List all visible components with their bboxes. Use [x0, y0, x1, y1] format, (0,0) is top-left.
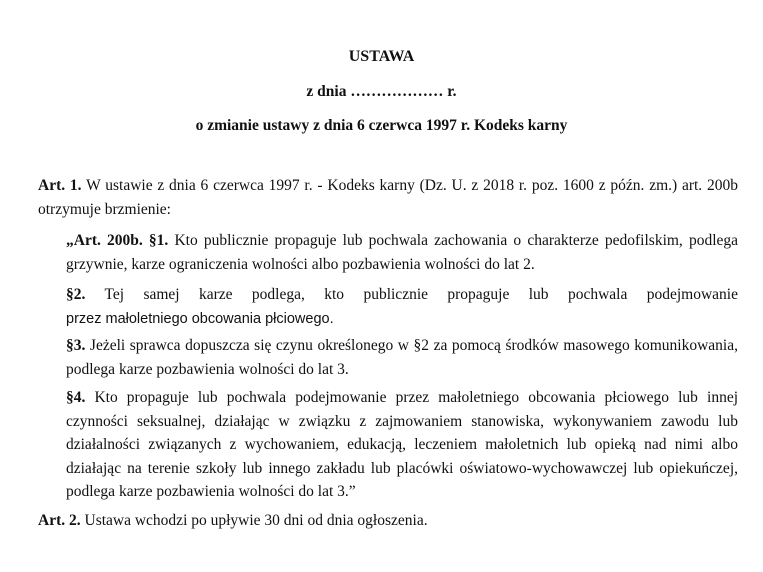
paragraph-1-label: „Art. 200b. §1.	[66, 232, 169, 249]
paragraph-2-text-continued: przez małoletniego obcowania płciowego.	[66, 310, 334, 327]
paragraph-2-text: Tej samej karze podlega, kto publicznie propaguje lub pochwala podejmowanie	[104, 286, 738, 303]
article-1-text: W ustawie z dnia 6 czerwca 1997 r. - Kodeks karny (Dz. U. z 2018 r. poz. 1600 z późn. zm.) art. 200b otrzymuje brzmienie:	[38, 177, 738, 218]
article-2	[38, 509, 738, 533]
article-2-text: Ustawa wchodzi po upływie 30 dni od dnia ogłoszenia.	[84, 512, 428, 529]
date-line: z dnia ……………… r.	[306, 83, 457, 100]
paragraph-1	[66, 229, 738, 276]
paragraph-3-label: §3.	[66, 337, 86, 354]
document-subject: o zmianie ustawy z dnia 6 czerwca 1997 r. Kodeks karny	[195, 117, 568, 134]
paragraph-4-label: §4.	[66, 389, 86, 406]
paragraph-4	[66, 386, 738, 504]
paragraph-3	[66, 334, 738, 381]
paragraph-4-text: Kto propaguje lub pochwala podejmowanie przez małoletniego obcowania płciowego lub innej czynności seksualnej, działając w związku z zajmowaniem stanowiska, wykonywaniem zawodu lub działalności związanych z wychowaniem, edukacją, leczeniem małoletnich lub opieką nad nimi albo działając na terenie szkoły lub innego zakładu lub placówki oświatowo-wychowawczej lub opiekuńczej, podlega karze pozbawienia wolności do lat 3.”	[66, 389, 738, 500]
article-1	[38, 174, 738, 221]
article-2-label: Art. 2.	[38, 512, 81, 529]
article-1-label: Art. 1.	[38, 177, 82, 194]
paragraph-2-label: §2.	[66, 286, 86, 303]
paragraph-1-text: Kto publicznie propaguje lub pochwala zachowania o charakterze pedofilskim, podlega grzywnie, karze ograniczenia wolności albo pozbawienia wolności do lat 2.	[66, 232, 739, 273]
paragraph-3-text: Jeżeli sprawca dopuszcza się czynu określonego w §2 za pomocą środków masowego komunikowania, podlega karze pozbawienia wolności do lat 3.	[66, 337, 738, 378]
paragraph-2	[66, 283, 738, 331]
document-title: USTAWA	[348, 48, 415, 65]
